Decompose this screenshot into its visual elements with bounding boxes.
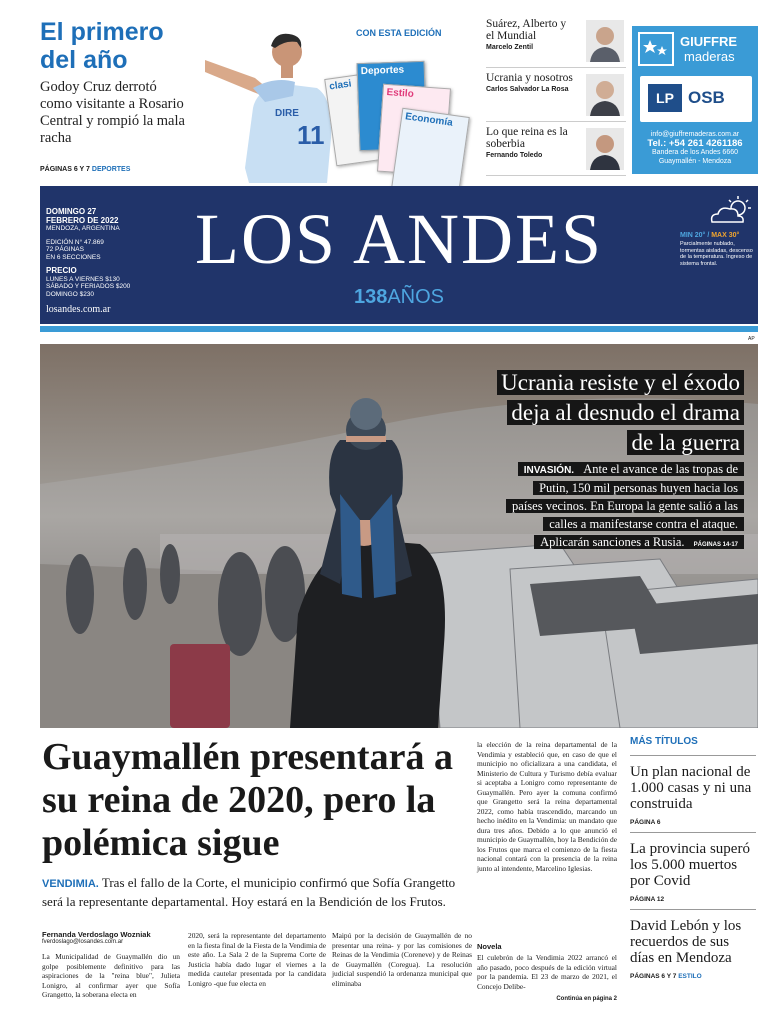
- lead-pages-number: PÁGINAS 6 Y 7: [40, 166, 90, 173]
- teaser-author: Carlos Salvador La Rosa: [486, 86, 569, 93]
- author-name: Fernanda Verdoslago Wozniak: [42, 930, 151, 939]
- teaser-author: Marcelo Zentil: [486, 44, 534, 51]
- supplements-label: CON ESTA EDICIÓN: [356, 28, 442, 38]
- temp-max: MAX 30°: [711, 232, 740, 239]
- edition-place: MENDOZA, ARGENTINA: [46, 225, 120, 232]
- more-headline-item[interactable]: [630, 756, 756, 833]
- more-headline-item[interactable]: [630, 910, 756, 986]
- teaser-title[interactable]: Lo que reina es la soberbia: [486, 126, 568, 150]
- teaser-item[interactable]: [486, 72, 626, 122]
- supplement-deportes[interactable]: Deportes: [356, 61, 427, 151]
- article-column-3: Maipú por la decisión de Guaymallén de no presentar una reina- y por las comisiones de Reinas de la Vendimia (Coreneve) y de Reinas de Guaymallén (Coregua). La resolución judicial suspendió la ordenanza municipal que eliminaba: [332, 931, 472, 988]
- teaser-title[interactable]: Suárez, Alberto y el Mundial: [486, 18, 567, 42]
- edition-day: DOMINGO 27: [46, 207, 97, 216]
- subhead-novela: Novela: [477, 942, 502, 951]
- edition-date: FEBRERO DE 2022: [46, 215, 119, 225]
- more-headlines: [630, 736, 756, 986]
- supplement-clasi[interactable]: clasi: [324, 70, 404, 167]
- author-portrait: [586, 128, 624, 170]
- site-link[interactable]: losandes.com.ar: [46, 304, 111, 315]
- edition-sections: EN 6 SECCIONES: [46, 253, 101, 261]
- ad-brand-sub: maderas: [684, 49, 735, 64]
- hero-body-text: Ante el avance de las tropas de Putin, 150 mil personas huyen hacia los países vecinos. En Europa la gente salió a las calles a manifestarse contra el ataque. Aplicarán sanciones a Rusia.: [509, 462, 741, 549]
- price-weekday: LUNES A VIERNES $130: [46, 275, 120, 283]
- forecast: Parcialmente nublado, tormentas aisladas, descenso de la temperatura. Ingreso de sistema frontal.: [680, 241, 753, 267]
- article-column-2: 2020, será la representante del departamento en la fiesta final de la Fiesta de la Vendimia de este año. La Sala 2 de la Suprema Corte de Justicia había dado lugar el viernes a la medida cautelar presentada por la candidata Lonigro -que fue electa en: [188, 931, 326, 988]
- newspaper-title[interactable]: LOS ANDES: [194, 199, 604, 279]
- more-headline-pages: PÁGINA 6: [630, 819, 661, 826]
- edition-pages: 72 PÁGINAS: [46, 246, 84, 253]
- price-sunday: DOMINGO $230: [46, 290, 95, 298]
- article-column-4-continued: El culebrón de la Vendimia 2022 arrancó el año pasado, poco después de la edición virtual por la pandemia. El 23 de marzo de 2021, el Concejo Delibe-: [477, 953, 617, 991]
- teaser-item[interactable]: [486, 18, 626, 68]
- temperature: MIN 20° / MAX 30°: [680, 232, 740, 239]
- lead-pages: [40, 166, 130, 173]
- anniversary-word: AÑOS: [387, 286, 445, 308]
- supplement-economia[interactable]: Economía: [390, 108, 470, 205]
- lead-title[interactable]: El primero del año: [40, 18, 164, 74]
- more-headline-section: ESTILO: [678, 973, 702, 980]
- teaser-item[interactable]: [486, 126, 626, 176]
- ad-address-2: Guaymallén - Mendoza: [658, 158, 732, 165]
- anniversary-number: 138: [353, 286, 388, 308]
- author-email[interactable]: fverdoslago@losandes.com.ar: [42, 939, 124, 945]
- ad-phone[interactable]: Tel.: +54 261 4261186: [647, 138, 743, 149]
- more-headline-title[interactable]: Un plan nacional de 1.000 casas y ni una construida: [630, 764, 752, 812]
- hero-kicker: INVASIÓN.: [521, 465, 577, 476]
- main-kicker: VENDIMIA.: [42, 878, 99, 890]
- more-headlines-header: MÁS TÍTULOS: [630, 736, 756, 756]
- ad-address-1: Bandera de los Andes 6660: [651, 149, 738, 156]
- article-column-4: la elección de la reina departamental de la Vendimia y estableció que, en caso de que el municipio no oficializara a una candidata, el Ministerio de Cultura y Turismo debía evaluar si aceptaba a Lonigro como representante de Guaymallén. Pero ayer la comuna confirmó que Grangetto será la reina departamental 2022, como había trascendido, marcando un hecho inédito en la Vendimia: un mandato que dura tres años. Debido a lo que anunció el municipio de Guaymallén, hoy la Bendición de los Frutos que marca el comienzo de la fiesta nacional contará con la presencia de la reina junto al intendente, Marcelino Iglesias.: [477, 740, 617, 873]
- more-headline-pages: PÁGINAS 6 Y 7 ESTILO: [630, 973, 702, 980]
- ad-brand-name: GIUFFRE: [680, 34, 738, 49]
- ad-contact: [636, 130, 754, 166]
- ad-email[interactable]: info@giuffremaderas.com.ar: [650, 131, 740, 138]
- photo-credit: AP: [748, 336, 755, 342]
- opinion-teasers: [486, 18, 626, 178]
- price-saturday: SÁBADO Y FERIADOS $200: [46, 283, 131, 290]
- player-photo: [205, 18, 345, 183]
- masthead-rule: [40, 326, 758, 332]
- top-strip: [40, 18, 760, 178]
- more-headline-title[interactable]: David Lebón y los recuerdos de sus días en Mendoza: [630, 918, 742, 966]
- supplements-stack[interactable]: [330, 42, 480, 182]
- weather: [680, 196, 754, 267]
- lp-badge: LP: [648, 84, 682, 112]
- hero-headline[interactable]: Ucrania resiste y el éxodo deja al desnudo el drama de la guerra: [494, 368, 744, 458]
- more-headline-pages: PÁGINA 12: [630, 896, 665, 903]
- lead-text: Godoy Cruz derrotó como visitante a Rosario Central y rompió la mala racha: [40, 79, 185, 146]
- partly-cloudy-icon: [708, 196, 752, 226]
- hero-summary: [506, 460, 744, 554]
- teaser-author: Fernando Toledo: [486, 152, 543, 159]
- main-headline[interactable]: Guaymallén presentará a su reina de 2020, pero la polémica sigue: [42, 736, 453, 864]
- supplement-estilo[interactable]: Estilo: [377, 84, 451, 177]
- teaser-title[interactable]: Ucrania y nosotros: [486, 72, 573, 84]
- author-portrait: [586, 74, 624, 116]
- svg-text:11: 11: [297, 120, 325, 150]
- main-lede: [42, 874, 472, 910]
- main-lede-text: Tras el fallo de la Corte, el municipio confirmó que Sofía Grangetto será la representante departamental. Hoy estará en la Bendición de los Frutos.: [42, 875, 456, 909]
- lead-section: DEPORTES: [91, 166, 131, 173]
- ad-logo: [636, 30, 754, 70]
- osb-label: OSB: [688, 88, 725, 107]
- ad-product-logo: [640, 76, 752, 122]
- article-column-1: La Municipalidad de Guaymallén dio un golpe posiblemente definitivo para las aspiraciones de la "reina blue", Julieta Lonigro, al confirmar ayer que Sofía Grangetto, la soberana electa en: [42, 952, 180, 999]
- hero-photo-story[interactable]: [40, 344, 758, 728]
- star-logo-icon: [638, 32, 674, 66]
- author-portrait: [586, 20, 624, 62]
- advertisement[interactable]: [632, 26, 758, 174]
- temp-min: MIN 20°: [680, 232, 706, 239]
- edition-number: EDICIÓN N° 47.869: [46, 238, 104, 246]
- more-headline-title[interactable]: La provincia superó los 5.000 muertos por Covid: [630, 841, 750, 889]
- continue-link[interactable]: Continúa en página 2: [556, 996, 617, 1002]
- svg-text:DIRE: DIRE: [275, 108, 299, 119]
- price-label: PRECIO: [46, 266, 77, 275]
- masthead: [40, 186, 758, 324]
- byline: [42, 930, 182, 948]
- more-headline-item[interactable]: [630, 833, 756, 910]
- hero-pages: PÁGINAS 14-17: [691, 542, 741, 548]
- anniversary: [40, 286, 758, 309]
